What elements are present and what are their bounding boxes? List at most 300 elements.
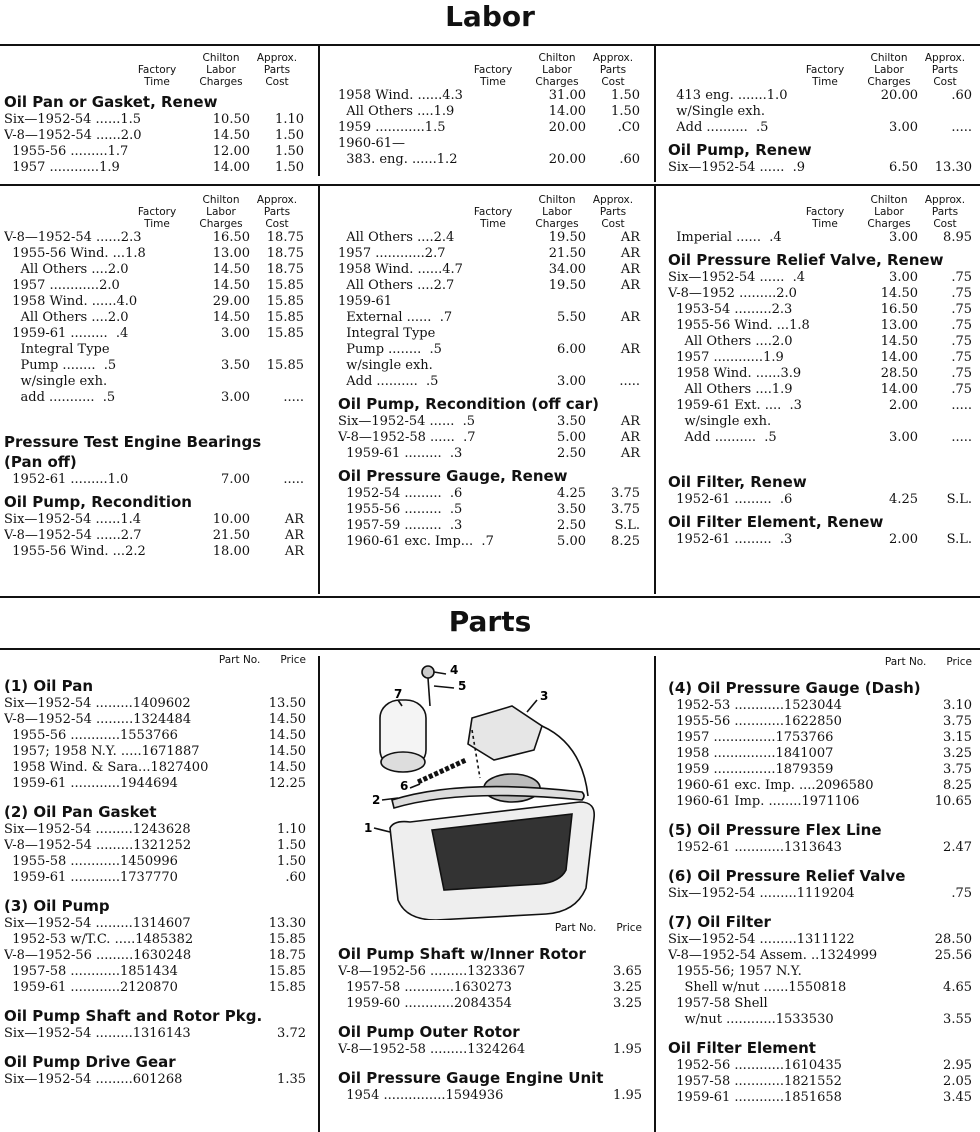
part-row bbox=[668, 698, 972, 714]
factory-time-header: Factory Time bbox=[137, 206, 177, 230]
parts-cost: .75 bbox=[951, 286, 972, 301]
labor-column-header bbox=[338, 192, 640, 230]
labor-charge: 13.00 bbox=[212, 246, 250, 261]
part-price: 4.65 bbox=[943, 980, 972, 995]
diagram-label-3: 3 bbox=[540, 689, 549, 703]
part-price: 15.85 bbox=[268, 932, 306, 947]
part-heading: Oil Pump Shaft and Rotor Pkg. bbox=[4, 1007, 263, 1025]
labor-row bbox=[668, 414, 972, 430]
labor-row bbox=[4, 544, 304, 560]
labor-row bbox=[338, 278, 640, 294]
labor-row bbox=[338, 414, 640, 430]
factory-time-header: Factory Time bbox=[805, 206, 845, 230]
part-row bbox=[668, 980, 972, 996]
parts-cost: .75 bbox=[951, 366, 972, 381]
part-no-header: Part No. bbox=[554, 922, 597, 934]
operation-label: V-8—1952-58 ...... .7 bbox=[338, 430, 476, 445]
labor-charge: 14.50 bbox=[212, 310, 250, 325]
labor-row bbox=[4, 528, 304, 544]
parts-cost: .75 bbox=[951, 334, 972, 349]
parts-cost: 1.50 bbox=[275, 128, 304, 143]
diagram-label-5: 5 bbox=[458, 679, 467, 693]
operation-heading: Oil Filter Element, Renew bbox=[668, 513, 884, 531]
part-price: 1.10 bbox=[277, 822, 306, 837]
parts-cost: AR bbox=[620, 278, 640, 293]
parts-cost: 18.75 bbox=[266, 230, 304, 245]
part-label: 1957-58 ............1821552 bbox=[668, 1074, 842, 1089]
part-row bbox=[668, 714, 972, 730]
factory-time-header: Factory Time bbox=[473, 206, 513, 230]
labor-row bbox=[4, 262, 304, 278]
parts-cost: AR bbox=[620, 310, 640, 325]
part-row bbox=[338, 1088, 642, 1104]
approx-cost-header: Approx. Parts Cost bbox=[256, 194, 298, 230]
part-row bbox=[338, 996, 642, 1012]
part-price: 2.05 bbox=[943, 1074, 972, 1089]
part-price: 14.50 bbox=[268, 712, 306, 727]
part-label: 1955-58 ............1450996 bbox=[4, 854, 178, 869]
part-row bbox=[668, 886, 972, 902]
labor-row bbox=[668, 302, 972, 318]
operation-label: Add .......... .5 bbox=[668, 120, 769, 135]
operation-label: 1957 ............1.9 bbox=[4, 160, 120, 175]
part-row bbox=[4, 760, 306, 776]
part-label: Six—1952-54 .........1119204 bbox=[668, 886, 855, 901]
labor-row bbox=[668, 318, 972, 334]
part-label: 1959-61 ............2120870 bbox=[4, 980, 178, 995]
parts-col-3 bbox=[668, 656, 972, 1106]
labor-charge: 6.00 bbox=[557, 342, 586, 357]
labor-row bbox=[338, 310, 640, 326]
part-no-header: Part No. bbox=[884, 656, 927, 668]
operation-label: 1952-54 ......... .6 bbox=[338, 486, 463, 501]
part-label: V-8—1952-54 Assem. ..1324999 bbox=[668, 948, 878, 963]
part-no-header: Part No. bbox=[218, 654, 261, 666]
part-label: 1958 Wind. & Sara...1827400 bbox=[4, 760, 209, 775]
part-row bbox=[668, 932, 972, 948]
operation-heading: Oil Pressure Relief Valve, Renew bbox=[668, 251, 944, 269]
operation-label: Imperial ...... .4 bbox=[668, 230, 782, 245]
part-label: 1952-56 ............1610435 bbox=[668, 1058, 842, 1073]
operation-label: V-8—1952-54 ......2.0 bbox=[4, 128, 142, 143]
operation-label: 1959-61 ......... .4 bbox=[4, 326, 129, 341]
chilton-charges-header: Chilton Labor Charges bbox=[867, 194, 911, 230]
part-label: 1959-61 ............1737770 bbox=[4, 870, 178, 885]
parts-cost: AR bbox=[620, 246, 640, 261]
labor-top-rule bbox=[0, 44, 980, 46]
chilton-charges-header: Chilton Labor Charges bbox=[199, 194, 243, 230]
part-label: 1955-56; 1957 N.Y. bbox=[668, 964, 802, 979]
parts-cost: AR bbox=[620, 430, 640, 445]
part-row bbox=[338, 964, 642, 980]
oil-pump-drawing bbox=[468, 706, 542, 760]
labor-charge: 31.00 bbox=[548, 88, 586, 103]
part-row bbox=[668, 794, 972, 810]
part-heading: (5) Oil Pressure Flex Line bbox=[668, 821, 882, 839]
factory-time-header: Factory Time bbox=[805, 64, 845, 88]
labor-row bbox=[338, 518, 640, 534]
operation-label: 1953-54 .........2.3 bbox=[668, 302, 793, 317]
part-row bbox=[338, 980, 642, 996]
labor-charge: 20.00 bbox=[880, 88, 918, 103]
part-row bbox=[4, 948, 306, 964]
parts-title: Parts bbox=[448, 605, 532, 638]
part-price: 2.95 bbox=[943, 1058, 972, 1073]
operation-label: 1955-56 Wind. ...1.8 bbox=[4, 246, 146, 261]
labor-charge: 14.50 bbox=[212, 262, 250, 277]
operation-label: Pump ........ .5 bbox=[338, 342, 442, 357]
parts-column-header bbox=[4, 654, 306, 672]
operation-label: All Others ....2.0 bbox=[4, 262, 129, 277]
oil-pan-exploded-diagram bbox=[362, 660, 622, 920]
parts-cost: .60 bbox=[619, 152, 640, 167]
parts-cost: 1.50 bbox=[611, 104, 640, 119]
operation-label: V-8—1952 .........2.0 bbox=[668, 286, 797, 301]
labor-row bbox=[4, 310, 304, 326]
labor-row bbox=[668, 160, 972, 176]
parts-cost: AR bbox=[620, 342, 640, 357]
operation-heading: Oil Pressure Gauge, Renew bbox=[338, 467, 568, 485]
operation-label: Pump ........ .5 bbox=[4, 358, 117, 373]
part-label: Six—1952-54 .........1311122 bbox=[668, 932, 855, 947]
labor-charge: 14.00 bbox=[548, 104, 586, 119]
parts-cost: .75 bbox=[951, 270, 972, 285]
operation-label: Integral Type bbox=[4, 342, 110, 357]
part-price: 1.50 bbox=[277, 854, 306, 869]
parts-cost: 15.85 bbox=[266, 294, 304, 309]
operation-label: 1952-61 ......... .3 bbox=[668, 532, 793, 547]
parts-cost: 3.75 bbox=[611, 502, 640, 517]
operation-label: Six—1952-54 ......1.4 bbox=[4, 512, 142, 527]
spacer bbox=[668, 446, 972, 468]
operation-label: 383. eng. ......1.2 bbox=[338, 152, 458, 167]
operation-label: 1958 Wind. ......4.0 bbox=[4, 294, 138, 309]
part-row bbox=[668, 840, 972, 856]
parts-column-header bbox=[338, 922, 642, 940]
labor-row bbox=[4, 144, 304, 160]
part-row bbox=[4, 980, 306, 996]
labor-row bbox=[668, 492, 972, 508]
diagram-label-2: 2 bbox=[372, 793, 381, 807]
labor-oil-pump-renew-block bbox=[668, 50, 972, 176]
chilton-charges-header: Chilton Labor Charges bbox=[535, 194, 579, 230]
labor-charge: 34.00 bbox=[548, 262, 586, 277]
part-price: 3.45 bbox=[943, 1090, 972, 1105]
part-label: 1957; 1958 N.Y. .....1671887 bbox=[4, 744, 200, 759]
operation-label: add ........... .5 bbox=[4, 390, 116, 405]
operation-label: 1959-61 bbox=[338, 294, 393, 309]
operation-label: All Others ....2.4 bbox=[338, 230, 455, 245]
price-header: Price bbox=[616, 922, 642, 934]
parts-cost: ..... bbox=[619, 374, 640, 389]
labor-row bbox=[4, 374, 304, 390]
labor-row bbox=[338, 326, 640, 342]
labor-column-header bbox=[668, 50, 972, 88]
operation-heading: Pressure Test Engine Bearings (Pan off) bbox=[4, 433, 262, 471]
part-label: Six—1952-54 .........1243628 bbox=[4, 822, 191, 837]
operation-label: All Others ....2.0 bbox=[4, 310, 129, 325]
operation-label: 1952-61 .........1.0 bbox=[4, 472, 129, 487]
part-row bbox=[668, 1074, 972, 1090]
labor-row bbox=[668, 230, 972, 246]
operation-heading: Oil Filter, Renew bbox=[668, 473, 807, 491]
labor-charge: 21.50 bbox=[548, 246, 586, 261]
parts-column-header bbox=[668, 656, 972, 674]
parts-cost: AR bbox=[620, 446, 640, 461]
labor-column-header bbox=[668, 192, 972, 230]
parts-cost: AR bbox=[620, 230, 640, 245]
operation-label: Six—1952-54 ......1.5 bbox=[4, 112, 142, 127]
part-price: 3.15 bbox=[943, 730, 972, 745]
labor-oil-pump-block bbox=[4, 192, 304, 560]
operation-label: Six—1952-54 ...... .9 bbox=[668, 160, 806, 175]
part-label: 1957 ...............1753766 bbox=[668, 730, 834, 745]
labor-title: Labor bbox=[445, 0, 535, 33]
part-price: 3.72 bbox=[277, 1026, 306, 1041]
part-heading: Oil Pressure Gauge Engine Unit bbox=[338, 1069, 604, 1087]
operation-label: All Others ....2.0 bbox=[668, 334, 793, 349]
labor-col-divider-2 bbox=[654, 46, 656, 182]
parts-cost: AR bbox=[620, 262, 640, 277]
parts-col-2 bbox=[338, 922, 642, 1104]
parts-cost: 1.50 bbox=[611, 88, 640, 103]
factory-time-header: Factory Time bbox=[473, 64, 513, 88]
diagram-label-7: 7 bbox=[394, 687, 403, 701]
operation-label: Six—1952-54 ...... .4 bbox=[668, 270, 806, 285]
part-price: 10.65 bbox=[934, 794, 972, 809]
part-price: 1.50 bbox=[277, 838, 306, 853]
part-label: Six—1952-54 .........1409602 bbox=[4, 696, 191, 711]
labor-charge: 5.00 bbox=[557, 430, 586, 445]
part-heading: (2) Oil Pan Gasket bbox=[4, 803, 157, 821]
labor-charge bbox=[856, 414, 918, 430]
part-row bbox=[4, 870, 306, 886]
chilton-charges-header: Chilton Labor Charges bbox=[867, 52, 911, 88]
parts-cost: ..... bbox=[283, 472, 304, 487]
labor-charge: 10.00 bbox=[212, 512, 250, 527]
operation-label: 1957 ............2.7 bbox=[338, 246, 446, 261]
operation-label: w/single exh. bbox=[4, 374, 108, 389]
part-label: 1957-58 Shell bbox=[668, 996, 768, 1011]
operation-label: All Others ....2.7 bbox=[338, 278, 455, 293]
part-heading: Oil Filter Element bbox=[668, 1039, 816, 1057]
parts-cost: ..... bbox=[951, 398, 972, 413]
part-price: 3.55 bbox=[943, 1012, 972, 1027]
part-row bbox=[4, 964, 306, 980]
labor-row bbox=[338, 358, 640, 374]
labor-charge: 2.00 bbox=[889, 398, 918, 413]
part-price: 25.56 bbox=[934, 948, 972, 963]
operation-label: Add .......... .5 bbox=[338, 374, 439, 389]
parts-cost: 3.75 bbox=[611, 486, 640, 501]
part-label: 1960-61 exc. Imp. ....2096580 bbox=[668, 778, 874, 793]
part-price: 18.75 bbox=[268, 948, 306, 963]
part-price: 14.50 bbox=[268, 728, 306, 743]
approx-cost-header: Approx. Parts Cost bbox=[592, 194, 634, 230]
parts-cost bbox=[250, 374, 304, 390]
parts-cost: AR bbox=[284, 512, 304, 527]
labor-charge: 2.50 bbox=[557, 518, 586, 533]
parts-cost: 1.50 bbox=[275, 144, 304, 159]
parts-cost: AR bbox=[620, 414, 640, 429]
parts-cost: .75 bbox=[951, 350, 972, 365]
labor-row bbox=[338, 294, 640, 310]
labor-row bbox=[4, 278, 304, 294]
labor-charge bbox=[524, 358, 586, 374]
part-price: 15.85 bbox=[268, 980, 306, 995]
part-row bbox=[4, 1072, 306, 1088]
labor-row bbox=[668, 398, 972, 414]
gauge-unit-drawing bbox=[422, 666, 434, 678]
labor-charge bbox=[188, 374, 250, 390]
part-price: 3.10 bbox=[943, 698, 972, 713]
labor-row bbox=[338, 230, 640, 246]
part-price: 12.25 bbox=[268, 776, 306, 791]
part-label: Shell w/nut ......1550818 bbox=[668, 980, 847, 995]
parts-cost: 15.85 bbox=[266, 326, 304, 341]
part-price: 15.85 bbox=[268, 964, 306, 979]
part-price: 2.47 bbox=[943, 840, 972, 855]
labor-charge: 3.00 bbox=[557, 374, 586, 389]
labor-charge: 6.50 bbox=[889, 160, 918, 175]
part-row bbox=[4, 712, 306, 728]
part-price: .75 bbox=[951, 886, 972, 901]
operation-label: 1958 Wind. ......3.9 bbox=[668, 366, 802, 381]
part-row bbox=[4, 744, 306, 760]
operation-label: 1959 ............1.5 bbox=[338, 120, 446, 135]
parts-cost bbox=[586, 358, 640, 374]
labor-column-header bbox=[4, 50, 304, 88]
part-row bbox=[338, 1042, 642, 1058]
labor-row bbox=[338, 246, 640, 262]
approx-cost-header: Approx. Parts Cost bbox=[924, 52, 966, 88]
labor-row bbox=[4, 326, 304, 342]
part-price bbox=[922, 996, 972, 1012]
parts-cost: .C0 bbox=[617, 120, 640, 135]
diagram-label-6: 6 bbox=[400, 779, 409, 793]
parts-cost: S.L. bbox=[614, 518, 640, 533]
parts-cost: ..... bbox=[283, 390, 304, 405]
part-label: Six—1952-54 .........1314607 bbox=[4, 916, 191, 931]
operation-label: 1958 Wind. ......4.7 bbox=[338, 262, 463, 277]
labor-charge: 18.00 bbox=[212, 544, 250, 559]
labor-row bbox=[668, 334, 972, 350]
part-price: 13.50 bbox=[268, 696, 306, 711]
part-heading: (3) Oil Pump bbox=[4, 897, 110, 915]
part-row bbox=[668, 1090, 972, 1106]
labor-row bbox=[338, 446, 640, 462]
labor-charge bbox=[188, 342, 250, 358]
operation-label: Integral Type bbox=[338, 326, 436, 341]
approx-cost-header: Approx. Parts Cost bbox=[256, 52, 298, 88]
labor-column-header bbox=[4, 192, 304, 230]
part-row bbox=[668, 730, 972, 746]
labor-charge: 12.00 bbox=[212, 144, 250, 159]
part-label: Six—1952-54 .........1316143 bbox=[4, 1026, 191, 1041]
part-price: 13.30 bbox=[268, 916, 306, 931]
parts-cost bbox=[586, 136, 640, 152]
part-label: V-8—1952-56 .........1630248 bbox=[4, 948, 192, 963]
labor-row bbox=[4, 128, 304, 144]
price-header: Price bbox=[280, 654, 306, 666]
parts-cost: 8.25 bbox=[611, 534, 640, 549]
part-row bbox=[4, 838, 306, 854]
parts-cost: S.L. bbox=[946, 532, 972, 547]
part-price: 14.50 bbox=[268, 744, 306, 759]
labor-charge: 20.00 bbox=[548, 152, 586, 167]
labor-row bbox=[668, 270, 972, 286]
parts-cost: S.L. bbox=[946, 492, 972, 507]
labor-charge: 29.00 bbox=[212, 294, 250, 309]
part-row bbox=[4, 854, 306, 870]
parts-cost: .60 bbox=[951, 88, 972, 103]
parts-cost: .75 bbox=[951, 382, 972, 397]
part-price bbox=[922, 964, 972, 980]
labor-row bbox=[338, 88, 640, 104]
parts-cost: ..... bbox=[951, 430, 972, 445]
labor-charge: 7.00 bbox=[221, 472, 250, 487]
parts-cost: .75 bbox=[951, 302, 972, 317]
parts-cost: AR bbox=[284, 544, 304, 559]
parts-cost: 1.10 bbox=[275, 112, 304, 127]
labor-charge bbox=[524, 326, 586, 342]
operation-label: 1958 Wind. ......4.3 bbox=[338, 88, 463, 103]
part-heading: Oil Pump Outer Rotor bbox=[338, 1023, 520, 1041]
labor-charge: 14.50 bbox=[880, 334, 918, 349]
parts-col-divider-2 bbox=[654, 656, 656, 1132]
labor-charge: 21.50 bbox=[212, 528, 250, 543]
part-row bbox=[668, 964, 972, 980]
labor-charge: 3.00 bbox=[221, 390, 250, 405]
labor-row bbox=[338, 534, 640, 550]
labor-column-header bbox=[338, 50, 640, 88]
part-price: 3.65 bbox=[613, 964, 642, 979]
parts-cost: ..... bbox=[951, 120, 972, 135]
approx-cost-header: Approx. Parts Cost bbox=[924, 194, 966, 230]
diagram-label-1: 1 bbox=[364, 821, 373, 835]
part-row bbox=[4, 1026, 306, 1042]
part-heading: (1) Oil Pan bbox=[4, 677, 94, 695]
operation-label: w/single exh. bbox=[668, 414, 772, 429]
labor-row bbox=[338, 152, 640, 168]
part-heading: (7) Oil Filter bbox=[668, 913, 771, 931]
part-price: 3.25 bbox=[613, 980, 642, 995]
labor-row bbox=[4, 390, 304, 406]
parts-cost: 15.85 bbox=[266, 358, 304, 373]
labor-row bbox=[338, 502, 640, 518]
labor-col-divider-4 bbox=[654, 186, 656, 594]
part-row bbox=[4, 776, 306, 792]
part-label: V-8—1952-56 .........1323367 bbox=[338, 964, 526, 979]
labor-charge: 3.00 bbox=[221, 326, 250, 341]
labor-row bbox=[668, 104, 972, 120]
part-label: 1955-56 ............1622850 bbox=[668, 714, 842, 729]
part-row bbox=[668, 948, 972, 964]
parts-cost: 8.95 bbox=[943, 230, 972, 245]
labor-row bbox=[668, 366, 972, 382]
operation-label: w/single exh. bbox=[338, 358, 433, 373]
part-label: 1959-60 ............2084354 bbox=[338, 996, 512, 1011]
part-price: 1.95 bbox=[613, 1088, 642, 1103]
operation-label: 1952-61 ......... .6 bbox=[668, 492, 793, 507]
operation-label: Add .......... .5 bbox=[668, 430, 777, 445]
labor-relief-valve-block bbox=[668, 192, 972, 548]
operation-label: 1955-56 Wind. ...1.8 bbox=[668, 318, 810, 333]
part-label: V-8—1952-58 .........1324264 bbox=[338, 1042, 526, 1057]
operation-label: 1955-56 .........1.7 bbox=[4, 144, 129, 159]
labor-charge: 14.50 bbox=[212, 278, 250, 293]
operation-label: External ...... .7 bbox=[338, 310, 453, 325]
